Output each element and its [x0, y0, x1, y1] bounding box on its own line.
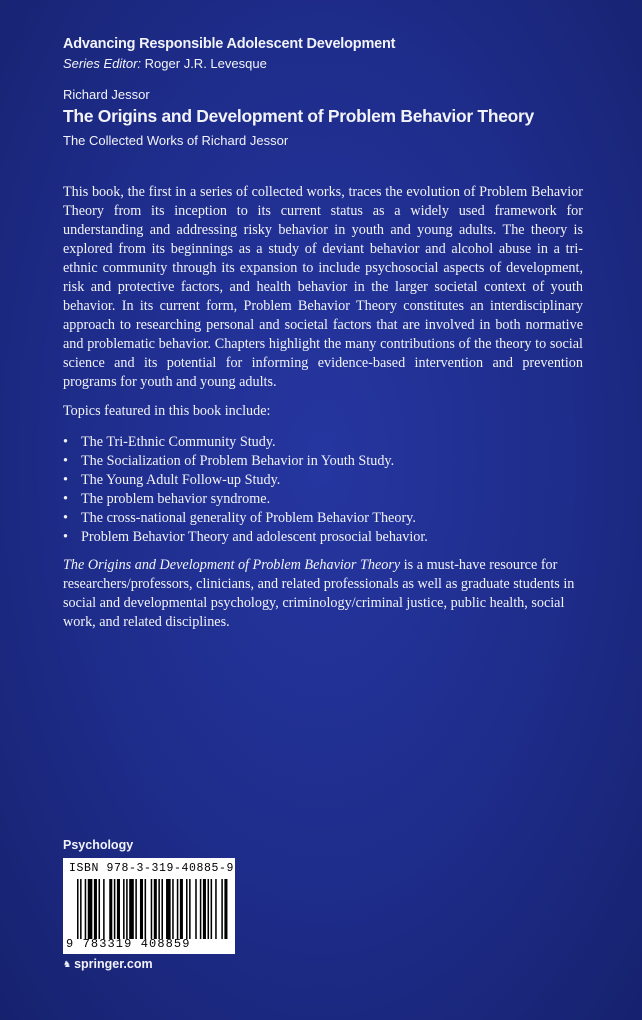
barcode-bar	[117, 879, 120, 939]
barcode-bar	[154, 879, 157, 939]
barcode-bar	[215, 879, 217, 939]
barcode-bar	[140, 879, 143, 939]
book-title: The Origins and Development of Problem Behavior Theory	[63, 106, 534, 126]
bullet-icon: •	[63, 472, 68, 488]
barcode-bar	[126, 879, 128, 939]
barcode-bar	[103, 879, 105, 939]
series-header	[63, 36, 395, 71]
ean-digits: 9 783319 408859	[66, 937, 191, 951]
barcode-bar	[189, 879, 191, 939]
series-editor-name: Roger J.R. Levesque	[144, 56, 267, 71]
author-name: Richard Jessor	[63, 87, 150, 102]
barcode-bar	[77, 879, 79, 939]
closing-paragraph	[63, 556, 583, 632]
barcode-bar	[177, 879, 179, 939]
barcode-bar	[85, 879, 87, 939]
springer-horse-icon: ♞	[63, 958, 72, 969]
barcode-bar	[200, 879, 202, 939]
isbn-label: ISBN 978-3-319-40885-9	[69, 862, 235, 875]
barcode-bar	[211, 879, 213, 939]
barcode-bar	[166, 879, 171, 939]
category-label: Psychology	[63, 838, 134, 852]
bullet-icon: •	[63, 529, 68, 545]
barcode-bar	[208, 879, 210, 939]
topics-intro: Topics featured in this book include:	[63, 403, 271, 419]
back-cover-text	[63, 183, 583, 632]
list-item: • Problem Behavior Theory and adolescent prosocial behavior.	[63, 529, 428, 545]
list-item: • The Socialization of Problem Behavior in Youth Study.	[63, 453, 395, 469]
barcode-bar	[151, 879, 153, 939]
barcode-bar	[180, 879, 183, 939]
barcode-bar	[109, 879, 112, 939]
topics-list	[63, 433, 583, 547]
barcode	[63, 858, 235, 954]
barcode-bar	[88, 879, 93, 939]
barcode-bar	[135, 879, 137, 939]
barcode-bars	[77, 879, 229, 939]
series-title: Advancing Responsible Adolescent Development	[63, 36, 396, 52]
barcode-bar	[145, 879, 147, 939]
barcode-bar	[221, 879, 223, 939]
list-item: • The Tri-Ethnic Community Study.	[63, 434, 276, 450]
description: This book, the first in a series of collected works, traces the evolution of Problem Behavior Theory from its inception to its current status as a widely used framework for understanding and addressing risky behavior in youth and young adults. The theory is explored from its beginnings as a study of deviant behavior and alcohol abuse in a tri-ethnic community through its expansion to include psychosocial aspects of development, risk and protective factors, and health behavior in the larger societal context of youth behavior. In its current form, Problem Behavior Theory constitutes an interdisciplinary approach to researching personal and societal factors that are involved in both normative and problematic behavior. Chapters highlight the many contributions of the theory to social science and its potential for informing evidence-based intervention and prevention programs for youth and young adults.	[63, 184, 583, 390]
closing-text: is a must-have resource for researchers/professors, clinicians, and related professionals as well as graduate students in social and developmental psychology, criminology/criminal justice, public health, social work, and related disciplines.	[63, 557, 575, 630]
barcode-bar	[114, 879, 116, 939]
bullet-icon: •	[63, 491, 68, 507]
publisher-name: springer.com	[74, 957, 153, 971]
barcode-bar	[158, 879, 160, 939]
barcode-bar	[172, 879, 174, 939]
barcode-bar	[203, 879, 206, 939]
list-item: • The cross-national generality of Problem Behavior Theory.	[63, 510, 416, 526]
barcode-bar	[123, 879, 125, 939]
barcode-bar	[98, 879, 100, 939]
barcode-bar	[195, 879, 197, 939]
book-subtitle: The Collected Works of Richard Jessor	[63, 133, 289, 148]
series-editor-label: Series Editor:	[63, 56, 142, 71]
list-item: • The Young Adult Follow-up Study.	[63, 472, 281, 488]
book-header	[63, 87, 534, 148]
bullet-icon: •	[63, 510, 68, 526]
bullet-icon: •	[63, 453, 68, 469]
closing-title: The Origins and Development of Problem Behavior Theory	[63, 557, 401, 573]
publisher	[63, 957, 153, 971]
barcode-bar	[80, 879, 82, 939]
barcode-bar	[224, 879, 227, 939]
list-item: • The problem behavior syndrome.	[63, 491, 271, 507]
barcode-bar	[186, 879, 188, 939]
barcode-bar	[94, 879, 97, 939]
barcode-bar	[161, 879, 163, 939]
barcode-bar	[129, 879, 134, 939]
series-editor	[63, 56, 395, 71]
bullet-icon: •	[63, 434, 68, 450]
